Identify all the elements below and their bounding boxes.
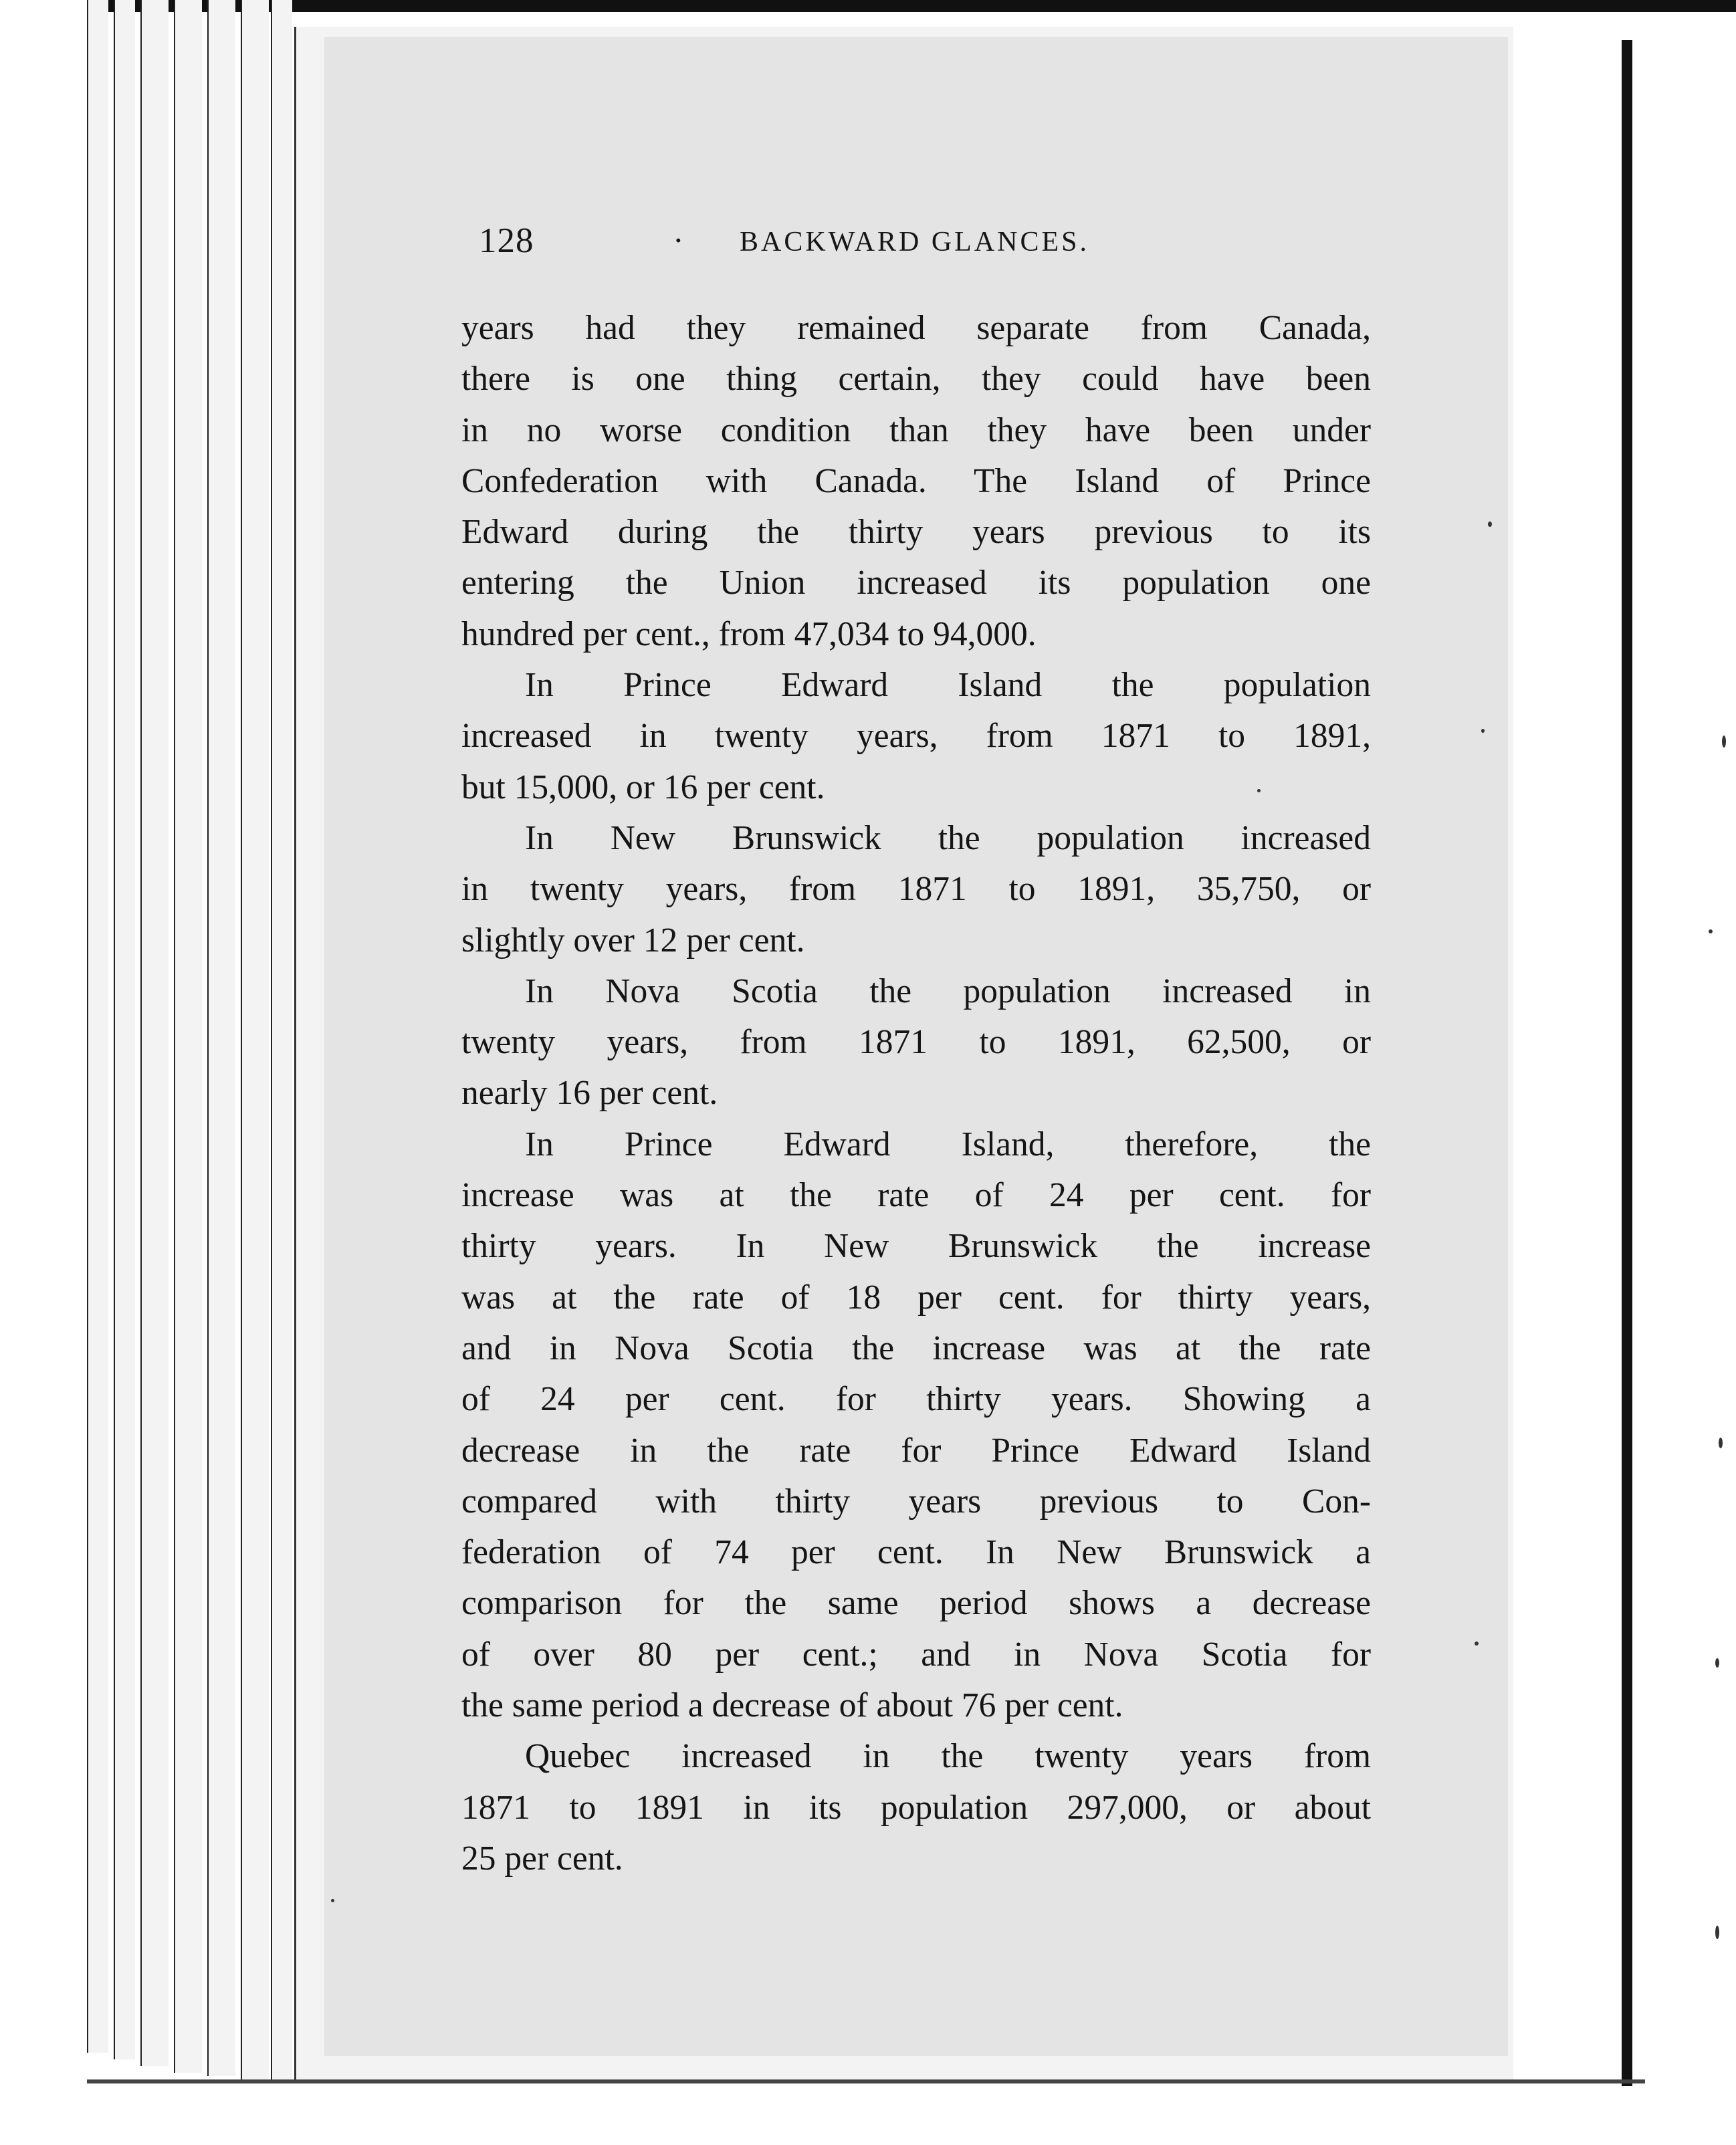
text-line: In Prince Edward Island the population — [525, 666, 1371, 705]
page-edge — [114, 0, 135, 2059]
text-line: slightly over 12 per cent. — [461, 921, 805, 959]
text-line: In Nova Scotia the population increased in — [525, 972, 1371, 1010]
text-line: the same period a decrease of about 76 per cent. — [461, 1686, 1123, 1725]
text-line: decrease in the rate for Prince Edward Island — [461, 1431, 1371, 1470]
text-line: 25 per cent. — [461, 1839, 623, 1878]
text-line: federation of 74 per cent. In New Brunswick a — [461, 1533, 1371, 1572]
book-gutter — [1518, 13, 1625, 2086]
text-line: but 15,000, or 16 per cent. — [461, 768, 825, 806]
page-edge — [140, 0, 169, 2066]
text-line: In Prince Edward Island, therefore, the — [525, 1125, 1371, 1163]
paragraph — [461, 1119, 1371, 1732]
text-line: nearly 16 per cent. — [461, 1074, 718, 1113]
print-speck — [1719, 1438, 1723, 1448]
print-speck — [331, 1899, 334, 1902]
page-edge — [271, 0, 292, 2083]
text-line: increase was at the rate of 24 per cent. for — [461, 1176, 1371, 1215]
text-line: of 24 per cent. for thirty years. Showing a — [461, 1380, 1371, 1419]
page-edge — [207, 0, 235, 2076]
print-speck — [1715, 1926, 1719, 1939]
text-line: in twenty years, from 1871 to 1891, 35,750, or — [461, 870, 1371, 909]
text-line: of over 80 per cent.; and in Nova Scotia for — [461, 1635, 1371, 1674]
text-line: in no worse condition than they have been under — [461, 411, 1371, 449]
print-speck — [1722, 736, 1726, 748]
text-line: and in Nova Scotia the increase was at the rate — [461, 1329, 1371, 1367]
running-head — [479, 221, 1348, 274]
text-line: comparison for the same period shows a decrease — [461, 1584, 1371, 1623]
page-edge — [241, 0, 269, 2079]
page-edge — [174, 0, 202, 2073]
print-speck — [1481, 729, 1485, 733]
text-line: Confederation with Canada. The Island of Prince — [461, 461, 1371, 500]
text-line: years had they remained separate from Canada, — [461, 309, 1371, 347]
text-line: there is one thing certain, they could have been — [461, 360, 1371, 399]
page-edge — [87, 0, 108, 2053]
scan-top-border — [87, 0, 1736, 12]
print-speck — [1488, 522, 1492, 527]
text-line: thirty years. In New Brunswick the increase — [461, 1227, 1371, 1266]
page-number: 128 — [479, 221, 534, 260]
text-line: entering the Union increased its population one — [461, 564, 1371, 602]
text-line: twenty years, from 1871 to 1891, 62,500, or — [461, 1023, 1371, 1062]
body-text — [461, 303, 1371, 1894]
paragraph — [461, 660, 1371, 813]
text-line: Quebec increased in the twenty years from — [525, 1737, 1371, 1776]
paragraph — [461, 966, 1371, 1119]
text-line: was at the rate of 18 per cent. for thirty years, — [461, 1278, 1371, 1317]
running-head-separator: · — [673, 221, 684, 259]
bottom-page-shadow — [87, 2079, 1645, 2083]
paragraph — [461, 813, 1371, 966]
text-line: In New Brunswick the population increased — [525, 818, 1371, 857]
text-line: Edward during the thirty years previous to its — [461, 513, 1371, 552]
print-speck — [1715, 1658, 1719, 1668]
text-line: hundred per cent., from 47,034 to 94,000. — [461, 614, 1037, 653]
text-line: 1871 to 1891 in its population 297,000, or about — [461, 1788, 1371, 1827]
print-speck — [1709, 929, 1713, 933]
facing-page-edge — [1622, 40, 1632, 2086]
running-head-title: BACKWARD GLANCES. — [740, 227, 1090, 257]
text-line: increased in twenty years, from 1871 to 1891, — [461, 717, 1371, 756]
paragraph — [461, 303, 1371, 660]
print-speck — [1475, 1642, 1479, 1646]
paragraph — [461, 1731, 1371, 1884]
text-line: compared with thirty years previous to Con- — [461, 1482, 1371, 1520]
